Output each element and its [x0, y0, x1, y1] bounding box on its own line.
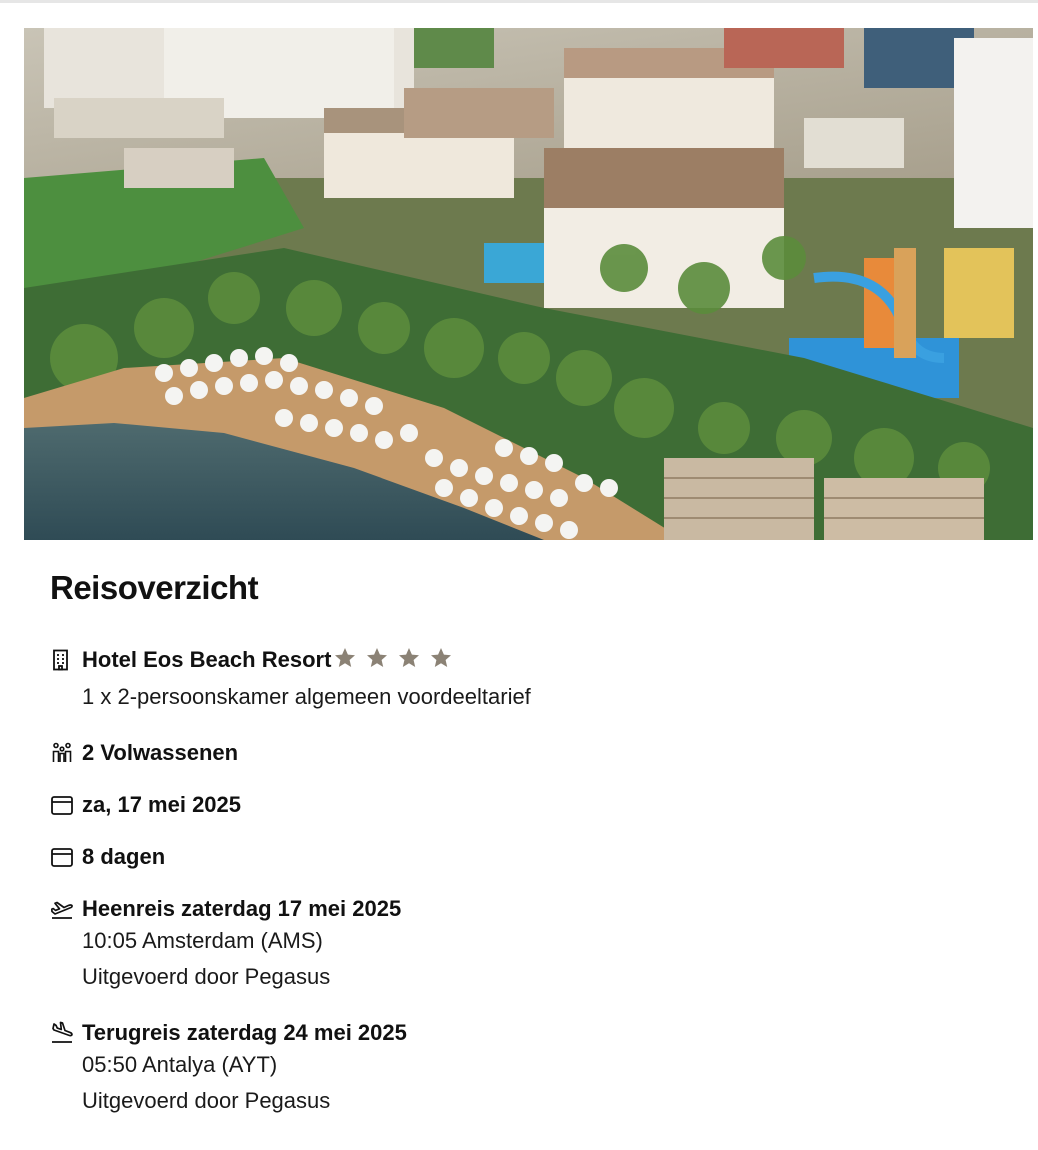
travellers-row	[50, 739, 1010, 769]
calendar-icon	[50, 793, 74, 817]
hotel-name[interactable]: Hotel Eos Beach Resort	[82, 647, 332, 672]
hotel-name-line	[82, 646, 461, 677]
travellers-label: 2 Volwassenen	[82, 740, 239, 765]
trip-overview	[50, 560, 1010, 1113]
departure-date-label: za, 17 mei 2025	[82, 792, 242, 817]
hotel-star-rating	[333, 646, 461, 677]
outbound-time-place: 10:05 Amsterdam (AMS)	[82, 928, 323, 953]
outbound-title: Heenreis zaterdag 17 mei 2025	[82, 896, 402, 921]
duration-row	[50, 843, 1010, 873]
departure-date-row	[50, 791, 1010, 821]
people-icon	[50, 741, 74, 765]
outbound-flight-row	[50, 895, 1010, 995]
outbound-carrier: Uitgevoerd door Pegasus	[82, 964, 331, 989]
top-divider	[0, 0, 1038, 3]
building-icon	[50, 648, 74, 672]
star-icon	[333, 646, 357, 670]
hotel-row	[50, 646, 1010, 716]
star-icon	[397, 646, 421, 670]
return-carrier: Uitgevoerd door Pegasus	[82, 1088, 331, 1113]
star-icon	[429, 646, 453, 670]
overview-title: Reisoverzicht	[50, 569, 259, 606]
plane-takeoff-icon	[50, 897, 74, 921]
star-icon	[365, 646, 389, 670]
return-title: Terugreis zaterdag 24 mei 2025	[82, 1020, 407, 1045]
return-time-place: 05:50 Antalya (AYT)	[82, 1052, 278, 1077]
duration-label: 8 dagen	[82, 844, 166, 869]
plane-landing-icon	[50, 1021, 74, 1045]
room-description: 1 x 2-persoonskamer algemeen voordeeltarief	[82, 684, 531, 709]
calendar-icon	[50, 845, 74, 869]
return-flight-row	[50, 1019, 1010, 1119]
hotel-photo	[24, 28, 1033, 540]
